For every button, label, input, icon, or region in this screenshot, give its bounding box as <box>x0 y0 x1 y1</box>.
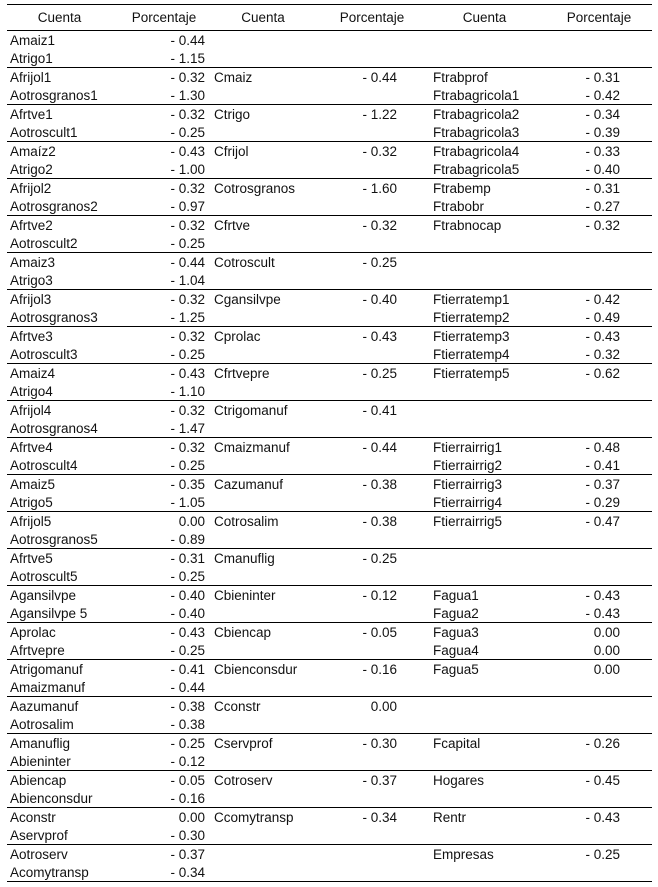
cuenta-3-cell: Fagua4 <box>433 642 479 658</box>
porcentaje-1-cell: - 0.89 <box>170 531 205 547</box>
cuenta-1-cell: Afrijol4 <box>10 402 52 418</box>
table-row <box>7 457 652 476</box>
porcentaje-1-cell: - 0.43 <box>170 624 205 640</box>
cuenta-1-cell: Amaiz3 <box>10 254 56 270</box>
cuenta-1-cell: Amaiz4 <box>10 365 56 381</box>
cuenta-3-cell: Fcapital <box>433 735 481 751</box>
porcentaje-2-cell: - 0.34 <box>362 809 397 825</box>
porcentaje-2-cell <box>327 31 397 50</box>
porcentaje-1-cell: - 1.25 <box>170 309 205 325</box>
porcentaje-3-cell: - 0.42 <box>585 291 620 307</box>
cuenta-1-cell: Afrtve4 <box>10 439 53 455</box>
porcentaje-2-cell <box>327 346 397 364</box>
porcentaje-3-cell: - 0.33 <box>585 143 620 159</box>
porcentaje-1-cell: - 0.38 <box>170 716 205 732</box>
table-row <box>7 364 652 383</box>
porcentaje-3-cell: - 0.32 <box>585 217 620 233</box>
cuenta-3-cell: Ftrabagricola1 <box>433 87 520 103</box>
porcentaje-2-cell <box>327 605 397 623</box>
porcentaje-3-cell <box>557 31 620 50</box>
cuenta-1-cell: Afrtve1 <box>10 106 53 122</box>
table-row <box>7 679 652 698</box>
cuenta-1-cell: Aotroscult3 <box>10 346 78 362</box>
porcentaje-1-cell: - 0.31 <box>170 550 205 566</box>
cuenta-2-cell: Cmanuflig <box>214 550 275 566</box>
porcentaje-2-cell <box>327 716 397 734</box>
cuenta-1-cell: Atrigo3 <box>10 272 53 288</box>
porcentaje-1-cell: - 1.04 <box>170 272 205 288</box>
cuenta-1-cell: Amaizmanuf <box>10 679 86 695</box>
porcentaje-3-cell: - 0.40 <box>585 161 620 177</box>
porcentaje-2-cell <box>327 235 397 253</box>
cuenta-1-cell: Aconstr <box>10 809 56 825</box>
porcentaje-1-cell: - 0.40 <box>170 605 205 621</box>
table-row <box>7 494 652 513</box>
cuenta-1-cell: Aotrosgranos1 <box>10 87 98 103</box>
porcentaje-3-cell <box>557 827 620 845</box>
porcentaje-1-cell: - 0.12 <box>170 753 205 769</box>
porcentaje-3-cell: - 0.29 <box>585 494 620 510</box>
porcentaje-2-cell <box>327 864 397 882</box>
table-row <box>7 568 652 587</box>
porcentaje-1-cell: - 1.10 <box>170 383 205 399</box>
table-row <box>7 549 652 568</box>
porcentaje-3-cell: - 0.47 <box>585 513 620 529</box>
porcentaje-2-cell: - 0.44 <box>362 439 397 455</box>
porcentaje-3-cell <box>557 50 620 68</box>
porcentaje-1-cell: - 0.25 <box>170 346 205 362</box>
table-row <box>7 327 652 346</box>
porcentaje-1-cell: - 1.47 <box>170 420 205 436</box>
table-row <box>7 216 652 235</box>
table-row <box>7 124 652 143</box>
cuenta-2-cell: Cprolac <box>214 328 261 344</box>
cuenta-3-cell: Ftierrairrig3 <box>433 476 503 492</box>
porcentaje-1-cell: - 0.16 <box>170 790 205 806</box>
porcentaje-3-cell: - 0.62 <box>585 365 620 381</box>
table-row <box>7 142 652 161</box>
porcentaje-2-cell <box>327 50 397 68</box>
porcentaje-3-cell <box>557 420 620 438</box>
porcentaje-1-cell: - 0.32 <box>170 328 205 344</box>
porcentaje-3-cell: - 0.37 <box>585 476 620 492</box>
header-porcentaje-2: Porcentaje <box>339 10 405 25</box>
table-row <box>7 660 652 679</box>
table-row <box>7 753 652 772</box>
porcentaje-3-cell: - 0.32 <box>585 346 620 362</box>
cuenta-1-cell: Atrigomanuf <box>10 661 83 677</box>
porcentaje-3-cell: - 0.45 <box>585 772 620 788</box>
header-porcentaje-1: Porcentaje <box>131 10 197 25</box>
cuenta-1-cell: Aotroscult1 <box>10 124 78 140</box>
cuenta-3-cell: Ftierrairrig5 <box>433 513 503 529</box>
porcentaje-1-cell: - 0.44 <box>170 254 205 270</box>
table-row <box>7 290 652 309</box>
porcentaje-2-cell <box>327 642 397 660</box>
porcentaje-3-cell <box>557 549 620 568</box>
porcentaje-2-cell <box>327 457 397 475</box>
porcentaje-2-cell: - 0.25 <box>362 254 397 270</box>
porcentaje-3-cell: 0.00 <box>593 624 620 640</box>
cuenta-1-cell: Afrijol5 <box>10 513 52 529</box>
table-row <box>7 87 652 106</box>
cuenta-1-cell: Afrtve5 <box>10 550 53 566</box>
porcentaje-1-cell: - 0.25 <box>170 457 205 473</box>
cuenta-3-cell: Rentr <box>433 809 467 825</box>
cuenta-3-cell: Empresas <box>433 846 494 862</box>
table-row <box>7 309 652 328</box>
porcentaje-1-cell: - 0.43 <box>170 143 205 159</box>
cuenta-2-cell: Cmaizmanuf <box>214 439 290 455</box>
porcentaje-1-cell: 0.00 <box>178 809 205 825</box>
header-cuenta-2: Cuenta <box>241 10 285 25</box>
cuenta-1-cell: Afrtve2 <box>10 217 53 233</box>
porcentaje-1-cell: - 0.32 <box>170 402 205 418</box>
cuenta-1-cell: Aotrosgranos2 <box>10 198 98 214</box>
porcentaje-3-cell: - 0.31 <box>585 69 620 85</box>
cuenta-1-cell: Acomytransp <box>10 864 89 880</box>
cuenta-1-cell: Aotrosgranos4 <box>10 420 98 436</box>
porcentaje-3-cell: - 0.41 <box>585 457 620 473</box>
porcentaje-2-cell: - 0.44 <box>362 69 397 85</box>
table-row <box>7 864 652 883</box>
cuenta-2-cell: Cgansilvpe <box>214 291 281 307</box>
porcentaje-2-cell: - 1.22 <box>362 106 397 122</box>
cuenta-2-cell: Cbiencap <box>214 624 272 640</box>
cuenta-1-cell: Afrtve3 <box>10 328 53 344</box>
cuenta-1-cell: Amaiz5 <box>10 476 56 492</box>
porcentaje-3-cell: - 0.49 <box>585 309 620 325</box>
porcentaje-1-cell: - 1.30 <box>170 87 205 103</box>
porcentaje-2-cell: - 0.40 <box>362 291 397 307</box>
header-cuenta-3: Cuenta <box>462 10 507 25</box>
cuenta-1-cell: Afrijol3 <box>10 291 52 307</box>
cuenta-3-cell: Ftrabnocap <box>433 217 502 233</box>
header-porcentaje-3: Porcentaje <box>566 10 632 25</box>
table-row <box>7 235 652 254</box>
porcentaje-2-cell: - 0.43 <box>362 328 397 344</box>
cuenta-3-cell: Ftierrairrig4 <box>433 494 503 510</box>
porcentaje-3-cell <box>557 531 620 549</box>
cuenta-2-cell: Cmaiz <box>214 69 253 85</box>
porcentaje-1-cell: - 0.41 <box>170 661 205 677</box>
cuenta-1-cell: Amaíz2 <box>10 143 56 159</box>
porcentaje-2-cell: - 0.37 <box>362 772 397 788</box>
porcentaje-1-cell: - 0.43 <box>170 365 205 381</box>
porcentaje-2-cell <box>327 827 397 845</box>
porcentaje-2-cell: - 0.38 <box>362 513 397 529</box>
cuenta-3-cell: Ftrabagricola5 <box>433 161 520 177</box>
porcentaje-1-cell: - 0.32 <box>170 69 205 85</box>
cuenta-3-cell: Ftierratemp3 <box>433 328 510 344</box>
porcentaje-2-cell <box>327 494 397 512</box>
porcentaje-2-cell <box>327 568 397 586</box>
cuenta-1-cell: Aotrosgranos3 <box>10 309 98 325</box>
table-row <box>7 198 652 217</box>
porcentaje-1-cell: - 0.32 <box>170 180 205 196</box>
porcentaje-3-cell: 0.00 <box>593 661 620 677</box>
table-row <box>7 642 652 661</box>
porcentaje-1-cell: - 0.25 <box>170 735 205 751</box>
table-header <box>7 4 652 31</box>
porcentaje-1-cell: - 0.40 <box>170 587 205 603</box>
porcentaje-2-cell: 0.00 <box>370 698 397 714</box>
porcentaje-1-cell: - 0.97 <box>170 198 205 214</box>
cuenta-3-cell: Ftierratemp4 <box>433 346 510 362</box>
table-row <box>7 790 652 809</box>
cuenta-1-cell: Aservprof <box>10 827 68 843</box>
porcentaje-2-cell: - 0.30 <box>362 735 397 751</box>
porcentaje-1-cell: - 0.44 <box>170 32 205 48</box>
data-table <box>7 4 652 882</box>
cuenta-1-cell: Atrigo4 <box>10 383 53 399</box>
cuenta-1-cell: Amaiz1 <box>10 32 56 48</box>
porcentaje-2-cell <box>327 87 397 105</box>
table-row <box>7 438 652 457</box>
cuenta-1-cell: Aprolac <box>10 624 56 640</box>
porcentaje-2-cell <box>327 161 397 179</box>
porcentaje-3-cell <box>557 568 620 586</box>
porcentaje-3-cell <box>557 679 620 697</box>
cuenta-1-cell: Atrigo2 <box>10 161 53 177</box>
table-row <box>7 346 652 365</box>
porcentaje-3-cell: - 0.43 <box>585 605 620 621</box>
porcentaje-1-cell: - 0.32 <box>170 439 205 455</box>
cuenta-3-cell: Ftierratemp1 <box>433 291 510 307</box>
cuenta-1-cell: Abieninter <box>10 753 71 769</box>
porcentaje-2-cell <box>327 679 397 697</box>
cuenta-2-cell: Cconstr <box>214 698 261 714</box>
cuenta-3-cell: Ftierrairrig1 <box>433 439 503 455</box>
porcentaje-1-cell: - 1.15 <box>170 50 205 66</box>
porcentaje-2-cell <box>327 272 397 290</box>
porcentaje-3-cell: - 0.31 <box>585 180 620 196</box>
porcentaje-2-cell: - 0.25 <box>362 550 397 566</box>
porcentaje-3-cell: - 0.25 <box>585 846 620 862</box>
porcentaje-3-cell: - 0.34 <box>585 106 620 122</box>
table-row <box>7 161 652 180</box>
cuenta-3-cell: Ftrabagricola3 <box>433 124 520 140</box>
cuenta-3-cell: Ftrabagricola4 <box>433 143 520 159</box>
porcentaje-2-cell <box>327 753 397 771</box>
porcentaje-2-cell: - 0.32 <box>362 217 397 233</box>
porcentaje-2-cell <box>327 531 397 549</box>
porcentaje-2-cell <box>327 845 397 864</box>
porcentaje-1-cell: - 1.05 <box>170 494 205 510</box>
cuenta-3-cell: Ftierratemp5 <box>433 365 510 381</box>
porcentaje-1-cell: - 0.37 <box>170 846 205 862</box>
cuenta-1-cell: Afrijol2 <box>10 180 52 196</box>
table-row <box>7 827 652 846</box>
porcentaje-3-cell: - 0.48 <box>585 439 620 455</box>
porcentaje-1-cell: - 0.25 <box>170 642 205 658</box>
cuenta-3-cell: Ftrabemp <box>433 180 491 196</box>
cuenta-3-cell: Ftrabagricola2 <box>433 106 520 122</box>
cuenta-1-cell: Aotrosgranos5 <box>10 531 98 547</box>
table-row <box>7 383 652 402</box>
porcentaje-3-cell: - 0.43 <box>585 587 620 603</box>
porcentaje-1-cell: - 0.25 <box>170 124 205 140</box>
porcentaje-2-cell <box>327 420 397 438</box>
porcentaje-3-cell <box>557 753 620 771</box>
cuenta-1-cell: Aotroscult5 <box>10 568 78 584</box>
porcentaje-2-cell <box>327 198 397 216</box>
table-row <box>7 272 652 291</box>
cuenta-3-cell: Ftrabobr <box>433 198 485 214</box>
porcentaje-3-cell: - 0.26 <box>585 735 620 751</box>
table-row <box>7 845 652 864</box>
porcentaje-3-cell <box>557 253 620 272</box>
table-row <box>7 697 652 716</box>
porcentaje-2-cell <box>327 309 397 327</box>
porcentaje-2-cell: - 0.25 <box>362 365 397 381</box>
porcentaje-1-cell: - 0.44 <box>170 679 205 695</box>
porcentaje-1-cell: - 0.30 <box>170 827 205 843</box>
cuenta-1-cell: Aotroserv <box>10 846 68 862</box>
cuenta-1-cell: Aotroscult2 <box>10 235 78 251</box>
cuenta-1-cell: Afrtvepre <box>10 642 65 658</box>
porcentaje-3-cell <box>557 272 620 290</box>
table-row <box>7 401 652 420</box>
cuenta-1-cell: Abienconsdur <box>10 790 93 806</box>
cuenta-2-cell: Cotroscult <box>214 254 275 270</box>
table-row <box>7 734 652 753</box>
table-row <box>7 716 652 735</box>
cuenta-3-cell: Hogares <box>433 772 485 788</box>
cuenta-2-cell: Cotrosalim <box>214 513 279 529</box>
table-row <box>7 68 652 87</box>
cuenta-2-cell: Cservprof <box>214 735 273 751</box>
porcentaje-2-cell: - 0.16 <box>362 661 397 677</box>
cuenta-1-cell: Afrijol1 <box>10 69 52 85</box>
cuenta-2-cell: Cfrijol <box>214 143 249 159</box>
porcentaje-2-cell <box>327 790 397 808</box>
porcentaje-1-cell: - 0.35 <box>170 476 205 492</box>
table-row <box>7 623 652 642</box>
porcentaje-2-cell <box>327 124 397 142</box>
cuenta-2-cell: Ctrigomanuf <box>214 402 288 418</box>
porcentaje-3-cell <box>557 697 620 716</box>
porcentaje-2-cell <box>327 383 397 401</box>
porcentaje-1-cell: - 1.00 <box>170 161 205 177</box>
porcentaje-1-cell: - 0.32 <box>170 291 205 307</box>
cuenta-1-cell: Atrigo1 <box>10 50 53 66</box>
porcentaje-3-cell: - 0.42 <box>585 87 620 103</box>
porcentaje-3-cell <box>557 864 620 882</box>
porcentaje-3-cell: - 0.43 <box>585 328 620 344</box>
cuenta-2-cell: Cazumanuf <box>214 476 284 492</box>
table-row <box>7 253 652 272</box>
porcentaje-3-cell: - 0.27 <box>585 198 620 214</box>
cuenta-3-cell: Fagua5 <box>433 661 479 677</box>
porcentaje-2-cell: - 1.60 <box>362 180 397 196</box>
table-row <box>7 31 652 50</box>
porcentaje-3-cell: - 0.39 <box>585 124 620 140</box>
cuenta-3-cell: Ftrabprof <box>433 69 488 85</box>
cuenta-3-cell: Fagua3 <box>433 624 479 640</box>
porcentaje-1-cell: - 0.32 <box>170 217 205 233</box>
cuenta-2-cell: Cotroserv <box>214 772 273 788</box>
porcentaje-3-cell <box>557 716 620 734</box>
porcentaje-1-cell: 0.00 <box>178 513 205 529</box>
table-body <box>7 31 652 882</box>
cuenta-2-cell: Cfrtve <box>214 217 251 233</box>
porcentaje-1-cell: - 0.05 <box>170 772 205 788</box>
table-row <box>7 475 652 494</box>
cuenta-3-cell: Fagua2 <box>433 605 479 621</box>
porcentaje-3-cell <box>557 790 620 808</box>
cuenta-1-cell: Aotroscult4 <box>10 457 78 473</box>
porcentaje-1-cell: - 0.38 <box>170 698 205 714</box>
cuenta-1-cell: Amanuflig <box>10 735 71 751</box>
cuenta-1-cell: Aotrosalim <box>10 716 74 732</box>
porcentaje-3-cell <box>557 401 620 420</box>
header-cuenta-1: Cuenta <box>37 10 82 25</box>
table-row <box>7 420 652 439</box>
cuenta-2-cell: Cbieninter <box>214 587 276 603</box>
porcentaje-2-cell: - 0.41 <box>362 402 397 418</box>
porcentaje-1-cell: - 0.25 <box>170 568 205 584</box>
cuenta-1-cell: Agansilvpe <box>10 587 77 603</box>
porcentaje-2-cell: - 0.32 <box>362 143 397 159</box>
table-row <box>7 531 652 550</box>
table-row <box>7 771 652 790</box>
cuenta-2-cell: Cbienconsdur <box>214 661 298 677</box>
cuenta-1-cell: Agansilvpe 5 <box>10 605 88 621</box>
porcentaje-3-cell: 0.00 <box>593 642 620 658</box>
cuenta-2-cell: Ccomytransp <box>214 809 294 825</box>
cuenta-3-cell: Ftierrairrig2 <box>433 457 503 473</box>
table-row <box>7 105 652 124</box>
cuenta-2-cell: Ctrigo <box>214 106 251 122</box>
cuenta-3-cell: Fagua1 <box>433 587 479 603</box>
cuenta-1-cell: Atrigo5 <box>10 494 53 510</box>
cuenta-1-cell: Abiencap <box>10 772 67 788</box>
porcentaje-2-cell: - 0.05 <box>362 624 397 640</box>
cuenta-2-cell: Cotrosgranos <box>214 180 296 196</box>
cuenta-1-cell: Aazumanuf <box>10 698 79 714</box>
table-row <box>7 50 652 69</box>
porcentaje-2-cell: - 0.12 <box>362 587 397 603</box>
porcentaje-3-cell <box>557 383 620 401</box>
cuenta-3-cell: Ftierratemp2 <box>433 309 510 325</box>
table-row <box>7 605 652 624</box>
table-row <box>7 808 652 827</box>
table-row <box>7 512 652 531</box>
cuenta-2-cell: Cfrtvepre <box>214 365 270 381</box>
table-row <box>7 586 652 605</box>
porcentaje-3-cell <box>557 235 620 253</box>
porcentaje-1-cell: - 0.34 <box>170 864 205 880</box>
porcentaje-1-cell: - 0.32 <box>170 106 205 122</box>
porcentaje-2-cell: - 0.38 <box>362 476 397 492</box>
table-row <box>7 179 652 198</box>
porcentaje-1-cell: - 0.25 <box>170 235 205 251</box>
porcentaje-3-cell: - 0.43 <box>585 809 620 825</box>
